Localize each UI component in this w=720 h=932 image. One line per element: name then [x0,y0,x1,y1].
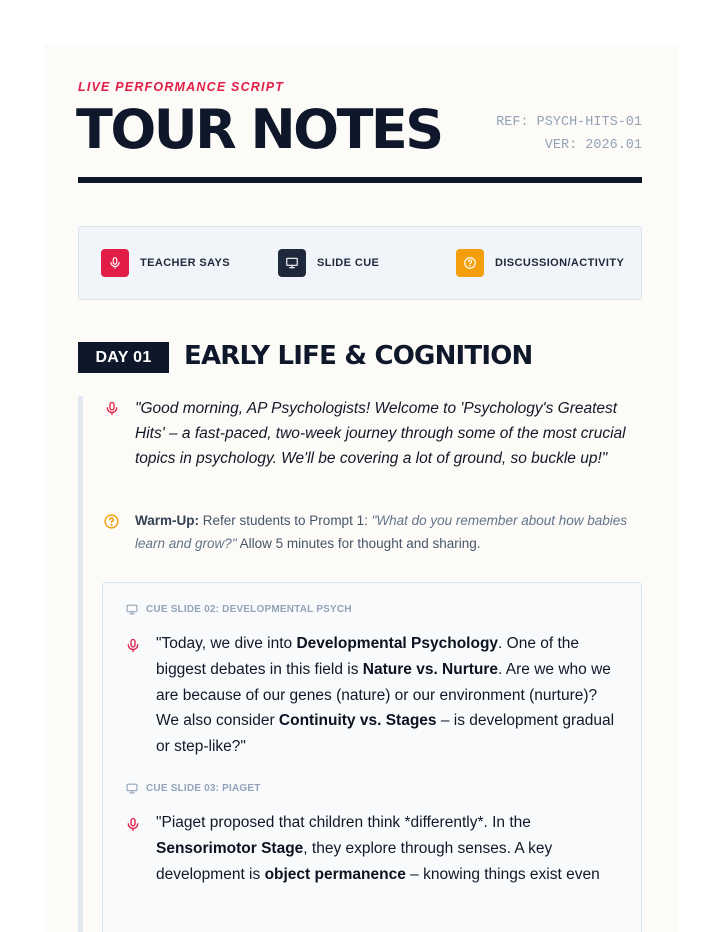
script-text: – knowing things exist even [405,865,600,883]
monitor-icon [278,249,306,277]
script-text: – is development gradual or step-like?" [156,712,615,756]
teacher-script [156,631,621,760]
key-term: Continuity vs. Stages [278,712,437,730]
script-text: . One of the biggest debates in this field is [156,635,580,678]
legend-box [78,226,642,300]
monitor-icon [125,782,139,795]
slide-cue [125,782,261,795]
ref-code: REF: PSYCH-HITS-01 [496,115,642,130]
script-text: "Today, we dive into [156,635,297,652]
script-page [44,44,678,932]
legend-label: TEACHER SAYS [140,257,230,269]
header-rule [78,177,642,183]
legend-slide-cue [278,249,379,277]
key-term: Developmental Psychology [296,635,499,652]
warmup-label: Warm-Up: [135,513,199,528]
legend-label: SLIDE CUE [317,257,380,269]
day-badge: DAY 01 [78,342,169,373]
microphone-icon [101,249,129,277]
key-term: object permanence [264,865,406,883]
script-text: . Are we who we are because of our genes (nature) or our environment (nurture)? We also consider [156,660,611,730]
slide-cue-label: CUE SLIDE 03: PIAGET [146,783,261,794]
microphone-icon [125,637,141,659]
teacher-script [156,810,621,887]
script-text: , they explore through senses. A key development is [156,839,553,883]
key-term: Nature vs. Nurture [362,660,499,678]
microphone-icon [125,816,141,838]
slide-cue [125,603,352,616]
day-title: EARLY LIFE & COGNITION [184,341,533,371]
page-title: TOUR NOTES [76,98,442,161]
warmup-text: Refer students to Prompt 1: [199,513,372,528]
question-icon [103,513,120,535]
legend-discussion [456,249,624,277]
legend-teacher-says [101,249,230,277]
monitor-icon [125,603,139,616]
key-term: Sensorimotor Stage [156,839,304,857]
warmup-prompt: "What do you remember about how babies learn and grow?" [135,513,628,551]
slide-cue-label: CUE SLIDE 02: DEVELOPMENTAL PSYCH [146,604,352,615]
script-text: "Piaget proposed that children think *differently*. In the [156,814,531,831]
version-code: VER: 2026.01 [544,137,642,153]
section-bar [78,396,83,932]
warmup-activity [135,510,635,555]
warmup-text: Allow 5 minutes for thought and sharing. [236,535,481,551]
question-icon [456,249,484,277]
reference-block [496,112,642,157]
microphone-icon [104,400,120,422]
kicker-label: LIVE PERFORMANCE SCRIPT [78,80,285,94]
intro-quote: "Good morning, AP Psychologists! Welcome to 'Psychology's Greatest Hits' – a fast-paced, two-week journey through some of the most crucial topics in psychology. We'll be covering a lot of ground, so buckle up!" [135,400,626,467]
slides-card [102,582,642,932]
legend-label: DISCUSSION/ACTIVITY [495,257,625,269]
